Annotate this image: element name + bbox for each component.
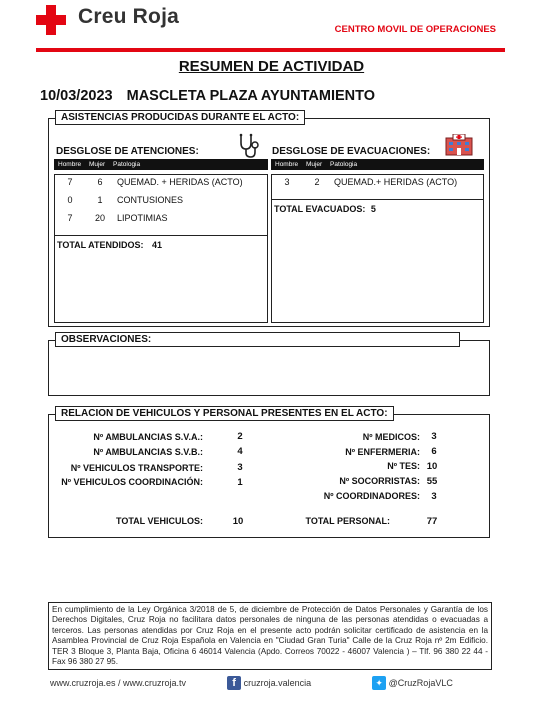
hombre-cell: 7: [67, 213, 73, 223]
atenciones-column-header: [54, 159, 268, 170]
legal-notice: En cumplimiento de la Ley Orgánica 3/2018 de 5, de diciembre de Protección de Datos Personales y Garantía de los Derechos Digitales, Cruz Roja no facilitara datos personales de ninguna de las personas atendidas o evacuadas a terceros. Las personas atendidas por Cruz Roja en el presente acto podrán solicitar certificado de asistencia en la Asamblea Provincial de Cruz Roja Española en Valencia en "Ciudad Gran Turia" Calle de la Cruz Roja nº 2m Edificio. TER 3 Bloque 3, Planta Baja, Oficina 6 46014 Valencia (Apdo. Correos 70022 - 46007 Valencia ) – Tlf. 96 380 22 44 - Fax 96 380 27 95.: [48, 602, 492, 670]
table-row: [55, 195, 267, 213]
personal-value: 10: [426, 461, 438, 472]
event-name: MASCLETA PLAZA AYUNTAMIENTO: [126, 88, 375, 104]
recursos-title: RELACION DE VEHICULOS Y PERSONAL PRESENTES EN EL ACTO:: [55, 406, 394, 421]
facebook-icon[interactable]: f: [227, 676, 241, 690]
header-divider: [36, 48, 505, 52]
hospital-icon: [444, 134, 474, 156]
vehiculo-label: Nº VEHICULOS TRANSPORTE:: [70, 463, 203, 473]
stethoscope-icon: [236, 133, 260, 159]
evacuaciones-column-header: [271, 159, 484, 170]
brand-name: Creu Roja: [78, 5, 179, 28]
total-atendidos-value: 41: [152, 240, 163, 250]
vehiculo-value: 3: [237, 462, 243, 473]
col-patologia: Patologia: [330, 161, 358, 168]
col-mujer: Mujer: [305, 161, 323, 168]
personal-value: 6: [431, 446, 437, 457]
table-row: [55, 213, 267, 231]
footer-facebook[interactable]: cruzroja.valencia: [243, 678, 312, 688]
personal-value: 3: [431, 431, 437, 442]
total-personal-label: TOTAL PERSONAL:: [305, 516, 390, 526]
event-line: [40, 88, 375, 104]
mujer-cell: 2: [314, 177, 320, 187]
vehiculo-value: 4: [237, 446, 243, 457]
vehiculo-label: Nº VEHICULOS COORDINACIÓN:: [61, 477, 203, 487]
atenciones-table: [54, 174, 268, 323]
footer-websites[interactable]: www.cruzroja.es / www.cruzroja.tv: [50, 678, 187, 688]
col-patologia: Patologia: [113, 161, 141, 168]
atenciones-heading: DESGLOSE DE ATENCIONES:: [56, 146, 199, 157]
total-evacuados-value: 5: [370, 204, 376, 214]
evacuaciones-table: [271, 174, 484, 323]
document-title: RESUMEN DE ACTIVIDAD: [178, 58, 365, 75]
vehiculo-label: Nº AMBULANCIAS S.V.B.:: [93, 447, 203, 457]
unit-name: CENTRO MOVIL DE OPERACIONES: [334, 24, 496, 35]
footer-twitter[interactable]: @CruzRojaVLC: [388, 678, 453, 688]
total-atendidos-label: TOTAL ATENDIDOS:: [57, 240, 144, 250]
personal-label: Nº COORDINADORES:: [323, 491, 420, 501]
total-personal-value: 77: [426, 516, 438, 527]
col-mujer: Mujer: [88, 161, 106, 168]
asistencias-title: ASISTENCIAS PRODUCIDAS DURANTE EL ACTO:: [55, 110, 305, 125]
evacuaciones-heading: DESGLOSE DE EVACUACIONES:: [272, 146, 431, 157]
personal-label: Nº TES:: [387, 461, 420, 471]
col-hombre: Hombre: [275, 161, 299, 168]
total-vehiculos-value: 10: [232, 516, 244, 527]
total-evacuados: [272, 199, 483, 218]
event-date: 10/03/2023: [40, 88, 113, 104]
total-evacuados-label: TOTAL EVACUADOS:: [274, 204, 366, 214]
patologia-cell: QUEMAD.+ HERIDAS (ACTO): [334, 177, 458, 187]
hombre-cell: 0: [67, 195, 73, 205]
table-row: [55, 177, 267, 195]
col-hombre: Hombre: [58, 161, 82, 168]
footer: [50, 676, 453, 690]
table-row: [272, 177, 483, 195]
personal-label: Nº ENFERMERIA:: [345, 447, 420, 457]
personal-label: Nº SOCORRISTAS:: [339, 476, 420, 486]
twitter-icon[interactable]: ✦: [372, 676, 386, 690]
vehiculo-label: Nº AMBULANCIAS S.V.A.:: [93, 432, 203, 442]
patologia-cell: LIPOTIMIAS: [117, 213, 168, 223]
hombre-cell: 3: [284, 177, 290, 187]
patologia-cell: QUEMAD. + HERIDAS (ACTO): [117, 177, 243, 187]
vehiculo-value: 1: [237, 477, 243, 488]
observaciones-title: OBSERVACIONES:: [55, 332, 460, 347]
patologia-cell: CONTUSIONES: [117, 195, 184, 205]
total-vehiculos-label: TOTAL VEHICULOS:: [115, 516, 203, 526]
observaciones-section: [48, 340, 490, 396]
vehiculo-value: 2: [237, 431, 243, 442]
personal-label: Nº MEDICOS:: [362, 432, 420, 442]
hombre-cell: 7: [67, 177, 73, 187]
mujer-cell: 20: [94, 213, 105, 223]
total-atendidos: [55, 235, 267, 254]
personal-value: 55: [426, 476, 438, 487]
mujer-cell: 6: [97, 177, 103, 187]
personal-value: 3: [431, 491, 437, 502]
red-cross-logo-icon: [36, 5, 66, 35]
mujer-cell: 1: [97, 195, 103, 205]
